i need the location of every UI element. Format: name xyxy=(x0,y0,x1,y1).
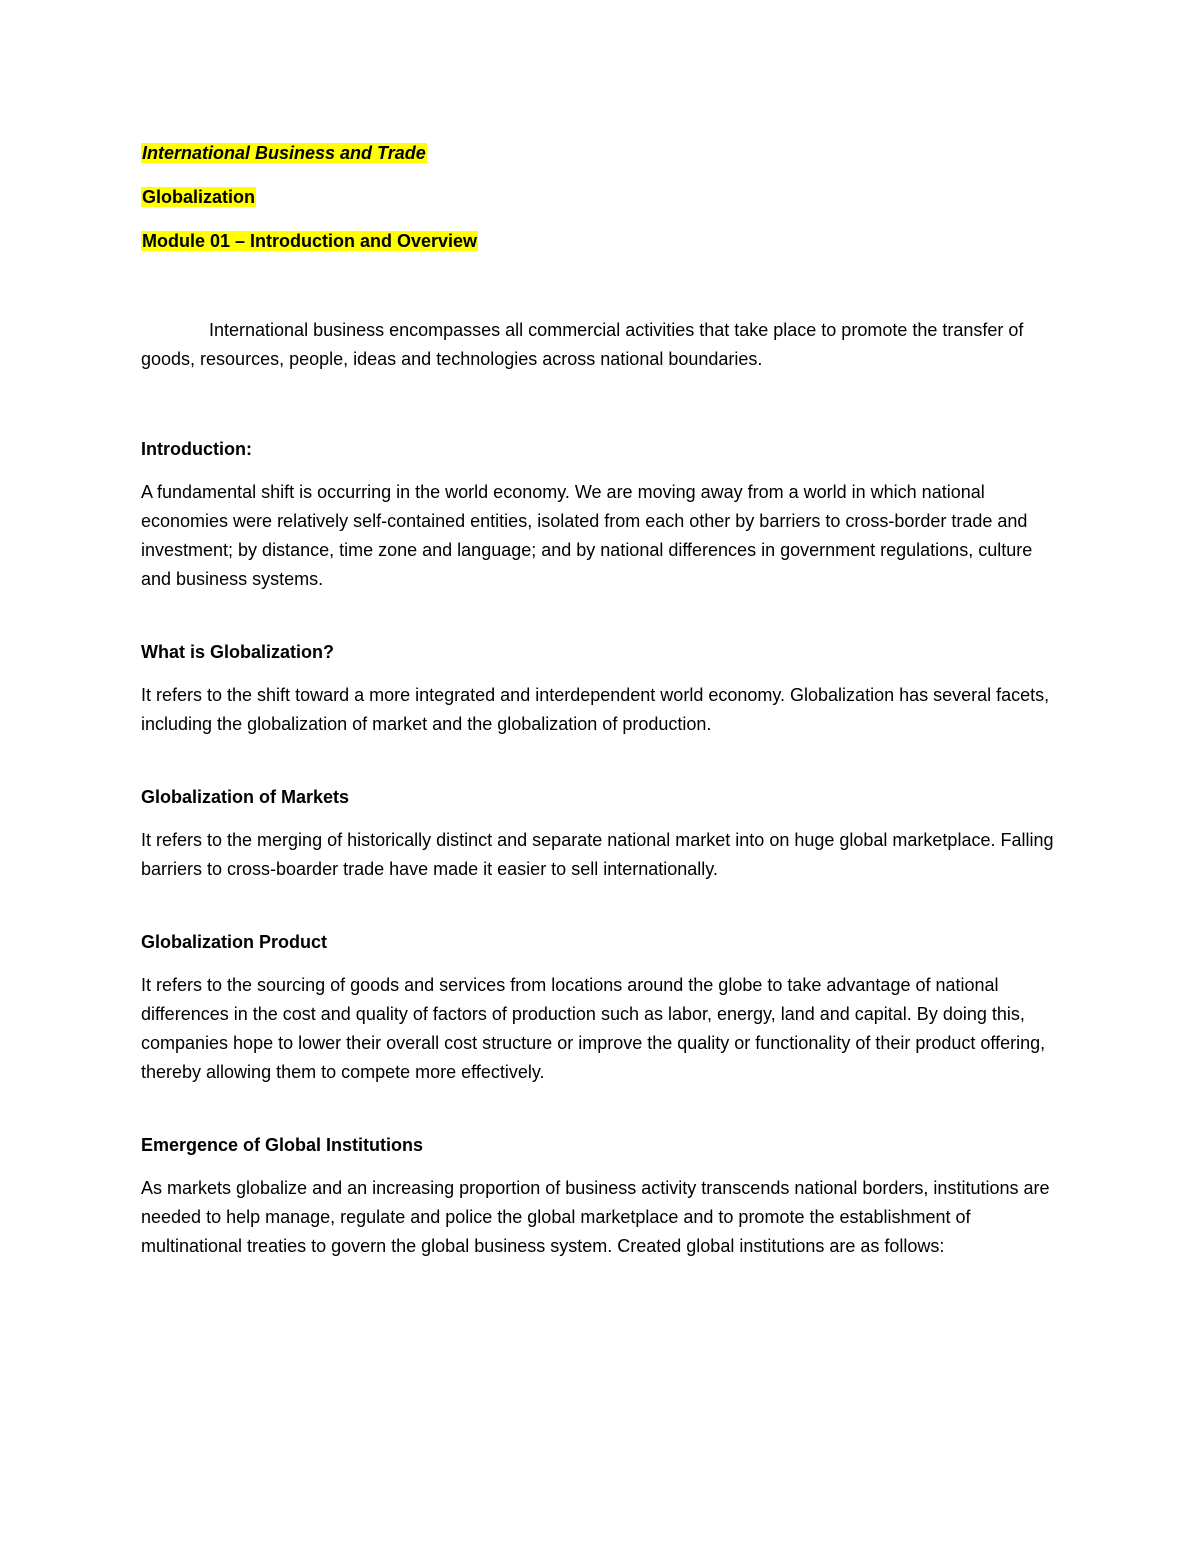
section-heading-globalization-of-markets: Globalization of Markets xyxy=(141,787,350,807)
opening-paragraph: International business encompasses all commercial activities that take place to promote the transfer of goods, resources, people, ideas and technologies across national boundaries. xyxy=(141,320,1024,369)
course-title-line xyxy=(141,139,1061,169)
section-body-what-is-globalization: It refers to the shift toward a more integrated and interdependent world economy. Globalization has several facets, including the globalization of market and the globalization of production. xyxy=(141,685,1050,734)
section-heading-global-institutions: Emergence of Global Institutions xyxy=(141,1135,424,1155)
module-title-line xyxy=(141,227,1061,257)
section-heading-introduction: Introduction: xyxy=(141,439,252,459)
topic-title: Globalization xyxy=(142,187,256,207)
section-heading-what-is-globalization: What is Globalization? xyxy=(141,642,334,662)
section-body-introduction: A fundamental shift is occurring in the world economy. We are moving away from a world in which national economies were relatively self-contained entities, isolated from each other by barriers to cross-border trade and investment; by distance, time zone and language; and by national differences in government regulations, culture and business systems. xyxy=(141,482,1033,589)
section-heading-globalization-product: Globalization Product xyxy=(141,932,328,952)
section-body-globalization-product: It refers to the sourcing of goods and services from locations around the globe to take advantage of national differences in the cost and quality of factors of production such as labor, energy, land and capital. By doing this, companies hope to lower their overall cost structure or improve the quality or functionality of their product offering, thereby allowing them to compete more effectively. xyxy=(141,975,1046,1082)
module-title: Module 01 – Introduction and Overview xyxy=(142,231,478,251)
section-body-global-institutions: As markets globalize and an increasing proportion of business activity transcends national borders, institutions are needed to help manage, regulate and police the global marketplace and to promote the establishment of multinational treaties to govern the global business system. Created global institutions are as follows: xyxy=(141,1178,1050,1256)
section-body-globalization-of-markets: It refers to the merging of historically distinct and separate national market into on huge global marketplace. Falling barriers to cross-boarder trade have made it easier to sell internationally. xyxy=(141,830,1054,879)
topic-title-line xyxy=(141,183,1061,213)
document-content xyxy=(141,139,1061,1261)
course-title: International Business and Trade xyxy=(142,143,426,163)
